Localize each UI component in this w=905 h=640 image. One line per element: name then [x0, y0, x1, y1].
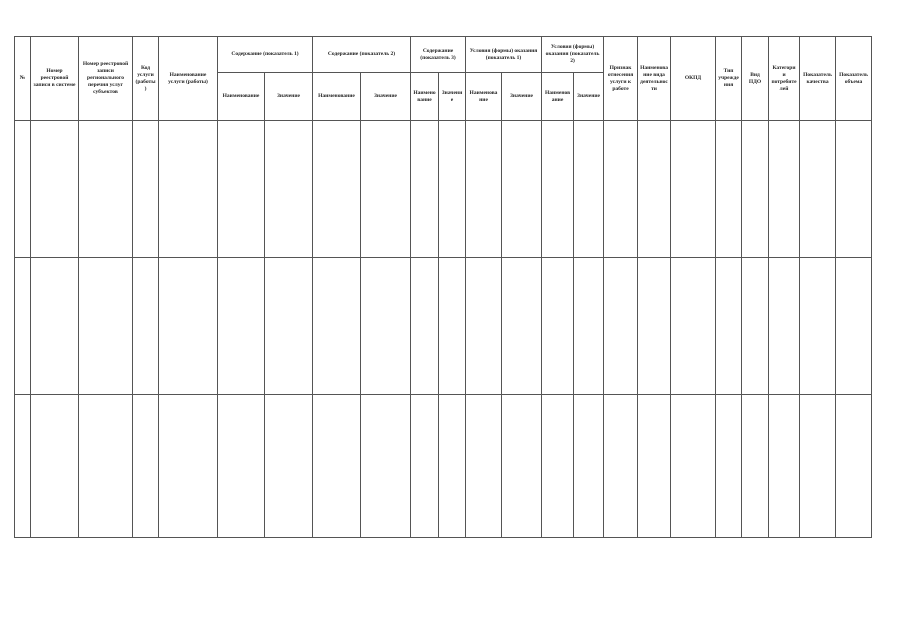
cell-quality [800, 258, 836, 395]
cell-content-2-value [361, 258, 411, 395]
cell-num [15, 121, 31, 258]
cell-institution-type [716, 395, 742, 538]
cell-content-1-value [265, 258, 313, 395]
cell-content-3-value [439, 258, 466, 395]
cell-reg-regional [79, 121, 133, 258]
cell-consumers [769, 258, 800, 395]
col-header-service-code: Код услуги (работы) [133, 37, 159, 121]
table-row [15, 395, 905, 538]
subheader-value: Значение [439, 73, 466, 121]
cell-content-2-name [313, 258, 361, 395]
col-header-okved: Наименование вида деятельности [638, 37, 671, 121]
cell-conditions-2-value [574, 395, 604, 538]
cell-conditions-2-value [574, 258, 604, 395]
cell-reg-system [31, 395, 79, 538]
cell-content-2-value [361, 395, 411, 538]
cell-okpd [671, 258, 716, 395]
subheader-value: Значение [265, 73, 313, 121]
col-header-okpd: ОКПД [671, 37, 716, 121]
cell-consumers [769, 121, 800, 258]
table-row [15, 258, 905, 395]
cell-reg-system [31, 258, 79, 395]
col-header-conditions-2: Условия (формы) оказания (показатель 2) [542, 37, 604, 73]
col-header-quality: Показатель качества [800, 37, 836, 121]
cell-volume [836, 258, 872, 395]
cell-sign [604, 258, 638, 395]
col-header-sign: Признак отнесения услуги к работе [604, 37, 638, 121]
cell-content-1-value [265, 121, 313, 258]
col-header-num: № [15, 37, 31, 121]
cell-content-3-name [411, 121, 439, 258]
cell-num [15, 258, 31, 395]
cell-service-name [159, 395, 218, 538]
subheader-value: Значение [361, 73, 411, 121]
header-row-top [15, 37, 905, 73]
cell-conditions-2-name [542, 395, 574, 538]
cell-content-1-name [218, 121, 265, 258]
cell-okpd [671, 121, 716, 258]
cell-consumers [769, 395, 800, 538]
cell-okved [638, 395, 671, 538]
cell-okpd [671, 395, 716, 538]
cell-content-3-value [439, 395, 466, 538]
cell-service-code [133, 121, 159, 258]
cell-conditions-2-value [574, 121, 604, 258]
cell-content-1-value [265, 395, 313, 538]
col-header-service-name: Наименование услуги (работы) [159, 37, 218, 121]
col-header-consumers: Категории потребителей [769, 37, 800, 121]
col-header-reg-system: Номер реестровой записи в системе [31, 37, 79, 121]
cell-conditions-2-name [542, 121, 574, 258]
subheader-value: Значение [502, 73, 542, 121]
cell-content-2-name [313, 395, 361, 538]
cell-conditions-1-value [502, 395, 542, 538]
cell-num [15, 395, 31, 538]
cell-reg-regional [79, 258, 133, 395]
cell-pdo [742, 258, 769, 395]
cell-volume [836, 121, 872, 258]
cell-conditions-1-name [466, 121, 502, 258]
cell-content-2-value [361, 121, 411, 258]
cell-okved [638, 258, 671, 395]
cell-content-3-name [411, 395, 439, 538]
cell-institution-type [716, 121, 742, 258]
col-header-institution-type: Тип учреждения [716, 37, 742, 121]
cell-pdo [742, 395, 769, 538]
cell-service-name [159, 121, 218, 258]
cell-reg-regional [79, 395, 133, 538]
cell-institution-type [716, 258, 742, 395]
cell-service-code [133, 258, 159, 395]
subheader-value: Значение [574, 73, 604, 121]
cell-content-3-name [411, 258, 439, 395]
col-header-conditions-1: Условия (формы) оказания (показатель 1) [466, 37, 542, 73]
col-header-content-2: Содержание (показатель 2) [313, 37, 411, 73]
cell-content-3-value [439, 121, 466, 258]
cell-reg-system [31, 121, 79, 258]
registry-table [14, 36, 905, 538]
cell-content-1-name [218, 258, 265, 395]
subheader-name: Наименование [313, 73, 361, 121]
cell-sign [604, 121, 638, 258]
col-header-content-3: Содержание (показатель 3) [411, 37, 466, 73]
cell-volume [836, 395, 872, 538]
cell-service-name [159, 258, 218, 395]
cell-content-2-name [313, 121, 361, 258]
cell-pdo [742, 121, 769, 258]
cell-quality [800, 395, 836, 538]
cell-okved [638, 121, 671, 258]
table-row [15, 121, 905, 258]
subheader-name: Наименование [542, 73, 574, 121]
cell-conditions-2-name [542, 258, 574, 395]
col-header-pdo: Вид ПДО [742, 37, 769, 121]
cell-conditions-1-value [502, 121, 542, 258]
cell-conditions-1-name [466, 395, 502, 538]
cell-sign [604, 395, 638, 538]
col-header-volume: Показатель объема [836, 37, 872, 121]
col-header-content-1: Содержание (показатель 1) [218, 37, 313, 73]
cell-content-1-name [218, 395, 265, 538]
col-header-reg-regional: Номер реестровой записи регионального перечня услуг субъектов [79, 37, 133, 121]
cell-service-code [133, 395, 159, 538]
cell-conditions-1-name [466, 258, 502, 395]
cell-conditions-1-value [502, 258, 542, 395]
subheader-name: Наименование [411, 73, 439, 121]
cell-quality [800, 121, 836, 258]
subheader-name: Наименование [466, 73, 502, 121]
subheader-name: Наименование [218, 73, 265, 121]
